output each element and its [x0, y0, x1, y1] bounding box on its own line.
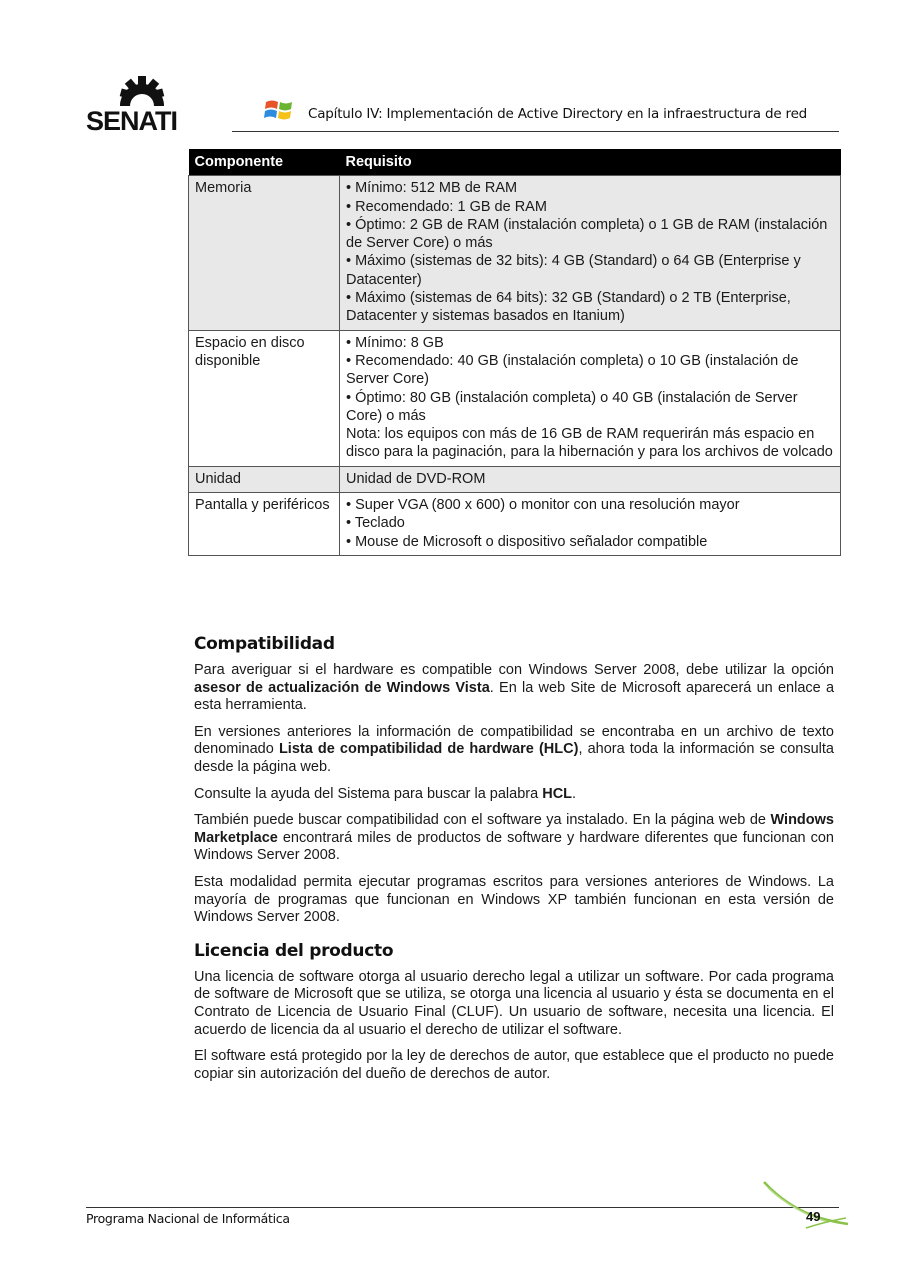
table-row-unidad: [189, 466, 841, 492]
section-heading-licencia: Licencia del producto: [194, 940, 394, 961]
requirement-line: • Mínimo: 8 GB: [346, 334, 444, 351]
senati-logo: [86, 72, 226, 134]
requirement-line: Unidad de DVD-ROM: [346, 470, 486, 487]
requirement-line: • Recomendado: 40 GB (instalación completa) o 10 GB (instalación de Server Core): [346, 352, 799, 388]
chapter-title: Capítulo IV: Implementación de Active Directory en la infraestructura de red: [308, 106, 808, 122]
header-divider: [232, 131, 839, 132]
table-row-disco: [189, 330, 841, 466]
table-row-memoria: [189, 176, 841, 330]
table-row-pantalla: [189, 493, 841, 556]
requirement-cell: [340, 330, 841, 466]
table-header-row: [189, 149, 841, 176]
paragraph: El software está protegido por la ley de derechos de autor, que establece que el producto no puede copiar sin autorización del dueño de derechos de autor.: [194, 1048, 834, 1082]
requirement-line: • Máximo (sistemas de 32 bits): 4 GB (Standard) o 64 GB (Enterprise y Datacenter): [346, 253, 801, 288]
paragraph: Consulte la ayuda del Sistema para buscar la palabra HCL.: [194, 785, 577, 802]
requirement-cell: [340, 493, 841, 556]
component-cell: Pantalla y periféricos: [189, 493, 340, 556]
requirement-line: • Recomendado: 1 GB de RAM: [346, 198, 547, 215]
paragraph: Esta modalidad permita ejecutar programas escritos para versiones anteriores de Windows. La mayoría de programas que funcionan en Windows XP también funcionan en esta versión de Windows Server 2008.: [194, 873, 834, 926]
page-number: 49: [806, 1209, 821, 1224]
paragraph: También puede buscar compatibilidad con el software ya instalado. En la página web de Windows Marketplace encontrará miles de productos de software y hardware diferentes que funcionan con Windows Server 2008.: [194, 812, 834, 864]
requirement-line: • Teclado: [346, 515, 405, 532]
column-header-component: Componente: [189, 149, 340, 176]
section-heading-compatibilidad: Compatibilidad: [194, 634, 335, 654]
component-cell: Unidad: [189, 466, 340, 492]
component-cell: Espacio en disco disponible: [189, 330, 340, 466]
requirement-line: • Mouse de Microsoft o dispositivo señalador compatible: [346, 533, 708, 550]
component-cell: Memoria: [189, 176, 340, 330]
paragraph: Para averiguar si el hardware es compatible con Windows Server 2008, debe utilizar la opción asesor de actualización de Windows Vista. En la web Site de Microsoft aparecerá un enlace a esta herramienta.: [194, 662, 835, 714]
requirement-line: Nota: los equipos con más de 16 GB de RAM requerirán más espacio en disco para la paginación, para la hibernación y para los archivos de volcado: [346, 426, 833, 461]
requirements-table: [188, 149, 841, 556]
column-header-requirement: Requisito: [340, 149, 841, 176]
requirement-line: • Super VGA (800 x 600) o monitor con una resolución mayor: [346, 497, 740, 514]
requirement-cell: [340, 466, 841, 492]
requirement-cell: [340, 176, 841, 330]
footer-program-name: Programa Nacional de Informática: [86, 1211, 290, 1226]
requirement-line: • Óptimo: 2 GB de RAM (instalación completa) o 1 GB de RAM (instalación de Server Core) o más: [346, 216, 828, 252]
requirement-line: • Máximo (sistemas de 64 bits): 32 GB (Standard) o 2 TB (Enterprise, Datacenter y sistemas basados en Itanium): [346, 290, 791, 325]
requirement-line: • Mínimo: 512 MB de RAM: [346, 180, 518, 197]
paragraph: Una licencia de software otorga al usuario derecho legal a utilizar un software. Por cada programa de software de Microsoft que se utiliza, se otorga una licencia al usuario y ésta se documenta en el Contrato de Licencia de Usuario Final (CLUF). Un usuario de software, necesita una licencia. El acuerdo de licencia da al usuario el derecho de utilizar el software.: [194, 968, 834, 1038]
svg-text:SENATI: SENATI: [86, 106, 178, 134]
windows-flag-icon: [262, 97, 296, 123]
body-content: [194, 634, 834, 1083]
paragraph: En versiones anteriores la información de compatibilidad se encontraba en un archivo de texto denominado Lista de compatibilidad de hardware (HLC), ahora toda la información se consulta desde la página web.: [194, 723, 835, 775]
footer-divider: [86, 1207, 839, 1208]
requirement-line: • Óptimo: 80 GB (instalación completa) o 40 GB (instalación de Server Core) o más: [346, 389, 798, 424]
green-swoosh-icon: [758, 1178, 850, 1230]
